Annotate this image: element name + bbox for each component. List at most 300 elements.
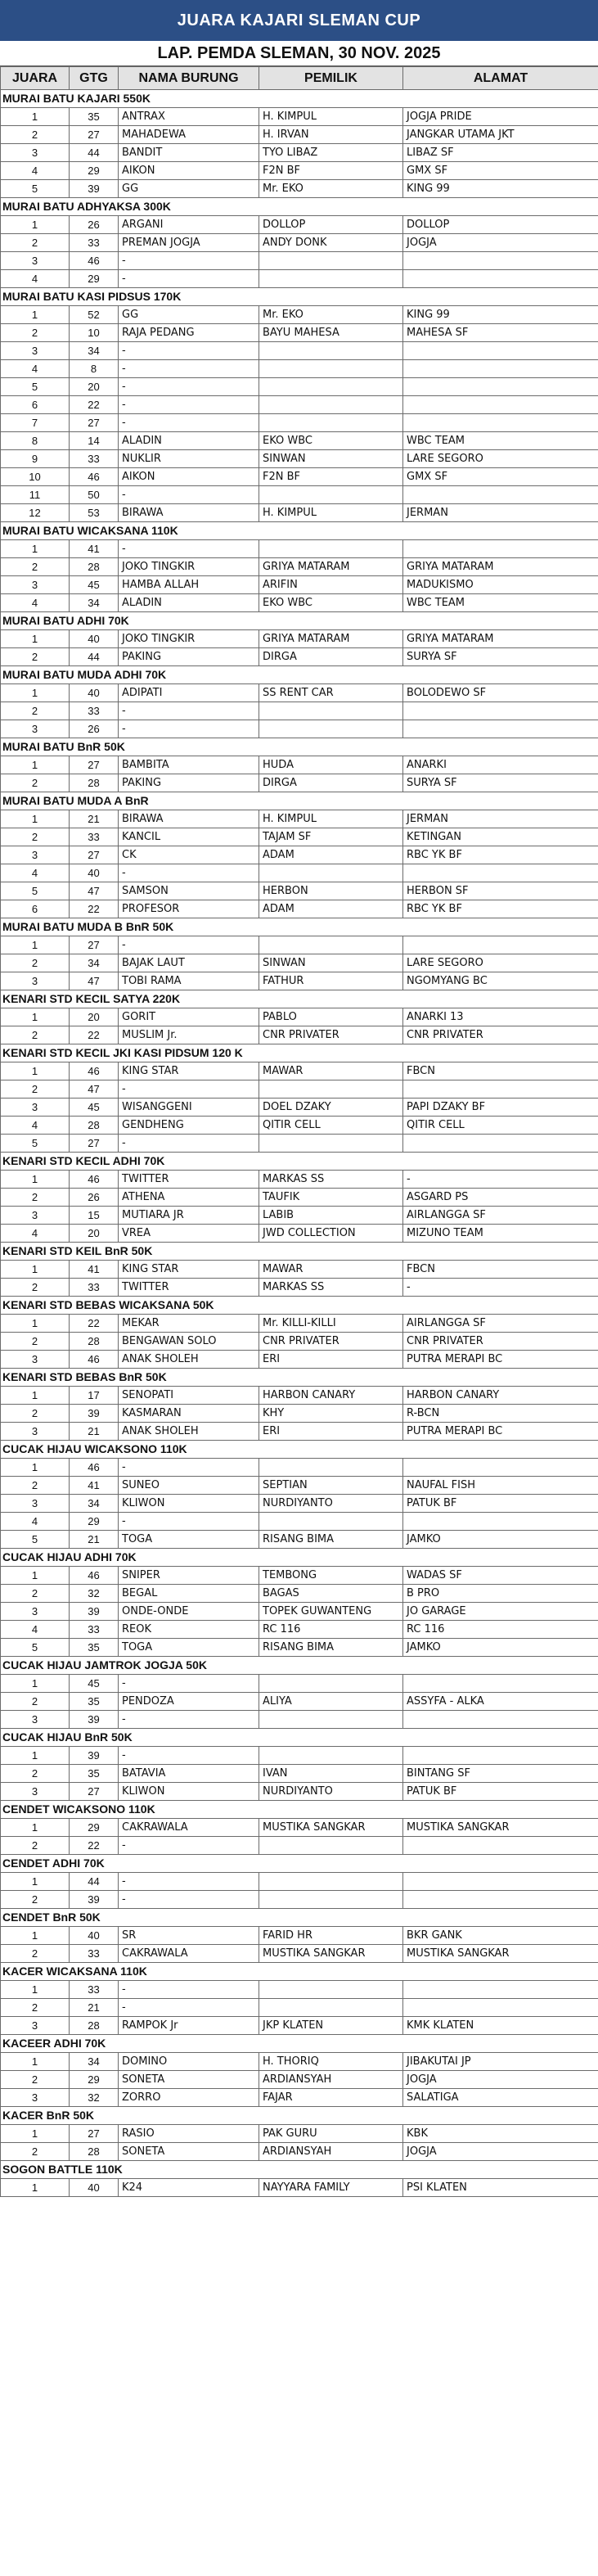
owner-cell: Mr. EKO xyxy=(259,306,403,324)
cage-number-cell: 22 xyxy=(70,900,119,918)
owner-cell: FATHUR xyxy=(259,972,403,990)
cage-number-cell: 46 xyxy=(70,1351,119,1369)
address-cell xyxy=(403,702,598,720)
column-header-juara: JUARA xyxy=(1,67,70,90)
class-title: CENDET WICAKSONO 110K xyxy=(1,1801,598,1819)
owner-cell: Mr. KILLI-KILLI xyxy=(259,1315,403,1333)
table-row xyxy=(1,342,598,360)
rank-cell: 1 xyxy=(1,108,70,126)
owner-cell xyxy=(259,1981,403,1999)
class-title: KENARI STD KECIL JKI KASI PIDSUM 120 K xyxy=(1,1044,598,1062)
address-cell: R-BCN xyxy=(403,1405,598,1423)
address-cell: QITIR CELL xyxy=(403,1117,598,1135)
table-row xyxy=(1,1171,598,1189)
address-cell: JANGKAR UTAMA JKT xyxy=(403,126,598,144)
owner-cell: LABIB xyxy=(259,1207,403,1225)
bird-name-cell: JOKO TINGKIR xyxy=(119,558,259,576)
cage-number-cell: 27 xyxy=(70,846,119,864)
class-header-row xyxy=(1,1369,598,1387)
rank-cell: 1 xyxy=(1,1008,70,1026)
address-cell: BOLODEWO SF xyxy=(403,684,598,702)
table-row xyxy=(1,162,598,180)
bird-name-cell: MUSLIM Jr. xyxy=(119,1026,259,1044)
cage-number-cell: 15 xyxy=(70,1207,119,1225)
table-row xyxy=(1,1495,598,1513)
table-row xyxy=(1,1351,598,1369)
table-row xyxy=(1,774,598,792)
table-row xyxy=(1,1765,598,1783)
rank-cell: 1 xyxy=(1,1062,70,1080)
bird-name-cell: TWITTER xyxy=(119,1279,259,1297)
cage-number-cell: 33 xyxy=(70,1945,119,1963)
cage-number-cell: 27 xyxy=(70,126,119,144)
bird-name-cell: PROFESOR xyxy=(119,900,259,918)
owner-cell: ARDIANSYAH xyxy=(259,2071,403,2089)
bird-name-cell: AIKON xyxy=(119,468,259,486)
bird-name-cell: SAMSON xyxy=(119,882,259,900)
bird-name-cell: PENDOZA xyxy=(119,1693,259,1711)
owner-cell: H. IRVAN xyxy=(259,126,403,144)
class-title: KENARI STD KECIL SATYA 220K xyxy=(1,990,598,1008)
owner-cell xyxy=(259,1837,403,1855)
class-header-row xyxy=(1,1549,598,1567)
rank-cell: 1 xyxy=(1,2125,70,2143)
class-header-row xyxy=(1,288,598,306)
table-row xyxy=(1,1333,598,1351)
bird-name-cell: - xyxy=(119,1675,259,1693)
bird-name-cell: PAKING xyxy=(119,774,259,792)
rank-cell: 1 xyxy=(1,936,70,954)
class-title: KENARI STD BEBAS BnR 50K xyxy=(1,1369,598,1387)
cage-number-cell: 27 xyxy=(70,936,119,954)
class-header-row xyxy=(1,90,598,108)
owner-cell: BAYU MAHESA xyxy=(259,324,403,342)
bird-name-cell: MUTIARA JR xyxy=(119,1207,259,1225)
bird-name-cell: CK xyxy=(119,846,259,864)
class-title: CENDET ADHI 70K xyxy=(1,1855,598,1873)
rank-cell: 2 xyxy=(1,828,70,846)
class-header-row xyxy=(1,738,598,756)
address-cell: PATUK BF xyxy=(403,1495,598,1513)
class-header-row xyxy=(1,1909,598,1927)
table-row xyxy=(1,2125,598,2143)
cage-number-cell: 29 xyxy=(70,1819,119,1837)
rank-cell: 3 xyxy=(1,2017,70,2035)
owner-cell: ERI xyxy=(259,1351,403,1369)
owner-cell xyxy=(259,486,403,504)
owner-cell: H. THORIQ xyxy=(259,2053,403,2071)
bird-name-cell: BIRAWA xyxy=(119,810,259,828)
table-row xyxy=(1,1567,598,1585)
address-cell: KING 99 xyxy=(403,306,598,324)
address-cell: HERBON SF xyxy=(403,882,598,900)
table-row xyxy=(1,630,598,648)
rank-cell: 2 xyxy=(1,558,70,576)
address-cell: WBC TEAM xyxy=(403,594,598,612)
owner-cell xyxy=(259,396,403,414)
table-row xyxy=(1,720,598,738)
table-row xyxy=(1,2089,598,2107)
cage-number-cell: 27 xyxy=(70,1783,119,1801)
bird-name-cell: - xyxy=(119,342,259,360)
class-title: CUCAK HIJAU JAMTROK JOGJA 50K xyxy=(1,1657,598,1675)
table-row xyxy=(1,1675,598,1693)
owner-cell: MAWAR xyxy=(259,1062,403,1080)
class-header-row xyxy=(1,2035,598,2053)
bird-name-cell: - xyxy=(119,486,259,504)
rank-cell: 1 xyxy=(1,1567,70,1585)
rank-cell: 1 xyxy=(1,1819,70,1837)
bird-name-cell: WISANGGENI xyxy=(119,1099,259,1117)
owner-cell: H. KIMPUL xyxy=(259,108,403,126)
address-cell: BKR GANK xyxy=(403,1927,598,1945)
cage-number-cell: 39 xyxy=(70,1603,119,1621)
owner-cell: EKO WBC xyxy=(259,594,403,612)
rank-cell: 2 xyxy=(1,702,70,720)
rank-cell: 1 xyxy=(1,1387,70,1405)
owner-cell: NAYYARA FAMILY xyxy=(259,2179,403,2197)
address-cell: SURYA SF xyxy=(403,774,598,792)
bird-name-cell: TWITTER xyxy=(119,1171,259,1189)
bird-name-cell: - xyxy=(119,1513,259,1531)
bird-name-cell: KLIWON xyxy=(119,1783,259,1801)
cage-number-cell: 27 xyxy=(70,414,119,432)
table-row xyxy=(1,1603,598,1621)
rank-cell: 4 xyxy=(1,1621,70,1639)
bird-name-cell: TOGA xyxy=(119,1531,259,1549)
address-cell xyxy=(403,1981,598,1999)
cage-number-cell: 20 xyxy=(70,378,119,396)
table-row xyxy=(1,378,598,396)
class-title: KACER WICAKSANA 110K xyxy=(1,1963,598,1981)
owner-cell xyxy=(259,1711,403,1729)
address-cell: PSI KLATEN xyxy=(403,2179,598,2197)
rank-cell: 1 xyxy=(1,1261,70,1279)
rank-cell: 5 xyxy=(1,882,70,900)
table-row xyxy=(1,270,598,288)
rank-cell: 12 xyxy=(1,504,70,522)
rank-cell: 2 xyxy=(1,1080,70,1099)
bird-name-cell: - xyxy=(119,378,259,396)
address-cell xyxy=(403,1711,598,1729)
rank-cell: 3 xyxy=(1,1099,70,1117)
cage-number-cell: 33 xyxy=(70,450,119,468)
rank-cell: 2 xyxy=(1,1999,70,2017)
cage-number-cell: 46 xyxy=(70,468,119,486)
address-cell xyxy=(403,1459,598,1477)
table-row xyxy=(1,1891,598,1909)
owner-cell: TEMBONG xyxy=(259,1567,403,1585)
cage-number-cell: 17 xyxy=(70,1387,119,1405)
address-cell: KETINGAN xyxy=(403,828,598,846)
table-row xyxy=(1,1945,598,1963)
bird-name-cell: KLIWON xyxy=(119,1495,259,1513)
owner-cell: RC 116 xyxy=(259,1621,403,1639)
address-cell xyxy=(403,540,598,558)
table-header-row xyxy=(1,67,598,90)
address-cell: JOGJA PRIDE xyxy=(403,108,598,126)
address-cell xyxy=(403,342,598,360)
page-title: JUARA KAJARI SLEMAN CUP xyxy=(0,0,598,41)
address-cell xyxy=(403,1675,598,1693)
table-row xyxy=(1,2071,598,2089)
table-row xyxy=(1,324,598,342)
owner-cell xyxy=(259,1747,403,1765)
column-header-nama-burung: NAMA BURUNG xyxy=(119,67,259,90)
address-cell: HARBON CANARY xyxy=(403,1387,598,1405)
address-cell: ANARKI xyxy=(403,756,598,774)
cage-number-cell: 32 xyxy=(70,1585,119,1603)
rank-cell: 1 xyxy=(1,756,70,774)
owner-cell: HUDA xyxy=(259,756,403,774)
cage-number-cell: 27 xyxy=(70,1135,119,1153)
bird-name-cell: BENGAWAN SOLO xyxy=(119,1333,259,1351)
owner-cell: MUSTIKA SANGKAR xyxy=(259,1819,403,1837)
rank-cell: 1 xyxy=(1,2053,70,2071)
cage-number-cell: 41 xyxy=(70,1261,119,1279)
rank-cell: 6 xyxy=(1,396,70,414)
bird-name-cell: - xyxy=(119,1135,259,1153)
cage-number-cell: 39 xyxy=(70,1891,119,1909)
rank-cell: 1 xyxy=(1,540,70,558)
class-title: KENARI STD BEBAS WICAKSANA 50K xyxy=(1,1297,598,1315)
cage-number-cell: 28 xyxy=(70,774,119,792)
address-cell: GMX SF xyxy=(403,468,598,486)
owner-cell: DIRGA xyxy=(259,774,403,792)
address-cell: JIBAKUTAI JP xyxy=(403,2053,598,2071)
table-row xyxy=(1,126,598,144)
rank-cell: 2 xyxy=(1,1405,70,1423)
rank-cell: 1 xyxy=(1,1675,70,1693)
bird-name-cell: - xyxy=(119,414,259,432)
rank-cell: 1 xyxy=(1,216,70,234)
rank-cell: 3 xyxy=(1,576,70,594)
class-title: CUCAK HIJAU WICAKSONO 110K xyxy=(1,1441,598,1459)
cage-number-cell: 8 xyxy=(70,360,119,378)
owner-cell: ARDIANSYAH xyxy=(259,2143,403,2161)
bird-name-cell: - xyxy=(119,1459,259,1477)
owner-cell: JKP KLATEN xyxy=(259,2017,403,2035)
owner-cell xyxy=(259,414,403,432)
table-row xyxy=(1,1873,598,1891)
bird-name-cell: ONDE-ONDE xyxy=(119,1603,259,1621)
cage-number-cell: 45 xyxy=(70,1675,119,1693)
owner-cell: FARID HR xyxy=(259,1927,403,1945)
table-row xyxy=(1,954,598,972)
table-row xyxy=(1,1999,598,2017)
cage-number-cell: 34 xyxy=(70,594,119,612)
address-cell: MIZUNO TEAM xyxy=(403,1225,598,1243)
bird-name-cell: ANAK SHOLEH xyxy=(119,1423,259,1441)
owner-cell: SEPTIAN xyxy=(259,1477,403,1495)
bird-name-cell: - xyxy=(119,1837,259,1855)
table-row xyxy=(1,1405,598,1423)
cage-number-cell: 46 xyxy=(70,252,119,270)
rank-cell: 4 xyxy=(1,270,70,288)
class-title: CUCAK HIJAU BnR 50K xyxy=(1,1729,598,1747)
table-row xyxy=(1,1423,598,1441)
rank-cell: 4 xyxy=(1,360,70,378)
rank-cell: 2 xyxy=(1,1585,70,1603)
rank-cell: 3 xyxy=(1,1423,70,1441)
cage-number-cell: 47 xyxy=(70,1080,119,1099)
cage-number-cell: 39 xyxy=(70,1711,119,1729)
bird-name-cell: BANDIT xyxy=(119,144,259,162)
table-row xyxy=(1,1099,598,1117)
table-row xyxy=(1,1711,598,1729)
cage-number-cell: 22 xyxy=(70,1026,119,1044)
bird-name-cell: BATAVIA xyxy=(119,1765,259,1783)
table-row xyxy=(1,1387,598,1405)
address-cell xyxy=(403,252,598,270)
owner-cell: H. KIMPUL xyxy=(259,504,403,522)
bird-name-cell: BAJAK LAUT xyxy=(119,954,259,972)
address-cell: KMK KLATEN xyxy=(403,2017,598,2035)
rank-cell: 3 xyxy=(1,1603,70,1621)
cage-number-cell: 20 xyxy=(70,1225,119,1243)
cage-number-cell: 39 xyxy=(70,180,119,198)
cage-number-cell: 14 xyxy=(70,432,119,450)
cage-number-cell: 28 xyxy=(70,2017,119,2035)
bird-name-cell: KANCIL xyxy=(119,828,259,846)
class-header-row xyxy=(1,1963,598,1981)
table-row xyxy=(1,180,598,198)
owner-cell: PAK GURU xyxy=(259,2125,403,2143)
table-row xyxy=(1,882,598,900)
bird-name-cell: SENOPATI xyxy=(119,1387,259,1405)
owner-cell: EKO WBC xyxy=(259,432,403,450)
owner-cell: HERBON xyxy=(259,882,403,900)
owner-cell xyxy=(259,1999,403,2017)
owner-cell xyxy=(259,864,403,882)
cage-number-cell: 41 xyxy=(70,1477,119,1495)
owner-cell: ERI xyxy=(259,1423,403,1441)
table-row xyxy=(1,936,598,954)
cage-number-cell: 39 xyxy=(70,1405,119,1423)
address-cell: AIRLANGGA SF xyxy=(403,1315,598,1333)
class-header-row xyxy=(1,522,598,540)
cage-number-cell: 21 xyxy=(70,1999,119,2017)
bird-name-cell: ANAK SHOLEH xyxy=(119,1351,259,1369)
owner-cell xyxy=(259,936,403,954)
owner-cell: MAWAR xyxy=(259,1261,403,1279)
address-cell: MUSTIKA SANGKAR xyxy=(403,1945,598,1963)
cage-number-cell: 33 xyxy=(70,234,119,252)
bird-name-cell: GORIT xyxy=(119,1008,259,1026)
owner-cell: NURDIYANTO xyxy=(259,1783,403,1801)
address-cell xyxy=(403,486,598,504)
rank-cell: 11 xyxy=(1,486,70,504)
table-row xyxy=(1,468,598,486)
address-cell: KING 99 xyxy=(403,180,598,198)
bird-name-cell: ZORRO xyxy=(119,2089,259,2107)
address-cell: LIBAZ SF xyxy=(403,144,598,162)
cage-number-cell: 46 xyxy=(70,1062,119,1080)
bird-name-cell: - xyxy=(119,252,259,270)
rank-cell: 2 xyxy=(1,234,70,252)
class-header-row xyxy=(1,918,598,936)
class-title: KACEER ADHI 70K xyxy=(1,2035,598,2053)
table-row xyxy=(1,1837,598,1855)
address-cell xyxy=(403,1891,598,1909)
table-row xyxy=(1,900,598,918)
cage-number-cell: 33 xyxy=(70,828,119,846)
owner-cell: HARBON CANARY xyxy=(259,1387,403,1405)
table-row xyxy=(1,594,598,612)
table-row xyxy=(1,2053,598,2071)
cage-number-cell: 46 xyxy=(70,1171,119,1189)
bird-name-cell: KING STAR xyxy=(119,1062,259,1080)
bird-name-cell: SONETA xyxy=(119,2143,259,2161)
rank-cell: 3 xyxy=(1,720,70,738)
class-header-row xyxy=(1,2161,598,2179)
cage-number-cell: 28 xyxy=(70,1333,119,1351)
cage-number-cell: 50 xyxy=(70,486,119,504)
table-row xyxy=(1,504,598,522)
table-row xyxy=(1,1117,598,1135)
address-cell: NAUFAL FISH xyxy=(403,1477,598,1495)
table-row xyxy=(1,2017,598,2035)
table-row xyxy=(1,1621,598,1639)
cage-number-cell: 21 xyxy=(70,1423,119,1441)
address-cell: RBC YK BF xyxy=(403,900,598,918)
address-cell: MADUKISMO xyxy=(403,576,598,594)
bird-name-cell: - xyxy=(119,1711,259,1729)
class-header-row xyxy=(1,198,598,216)
class-header-row xyxy=(1,1044,598,1062)
table-row xyxy=(1,1783,598,1801)
bird-name-cell: ATHENA xyxy=(119,1189,259,1207)
bird-name-cell: ADIPATI xyxy=(119,684,259,702)
cage-number-cell: 44 xyxy=(70,648,119,666)
table-row xyxy=(1,1981,598,1999)
bird-name-cell: PREMAN JOGJA xyxy=(119,234,259,252)
address-cell xyxy=(403,936,598,954)
table-row xyxy=(1,1927,598,1945)
cage-number-cell: 41 xyxy=(70,540,119,558)
bird-name-cell: GG xyxy=(119,180,259,198)
cage-number-cell: 34 xyxy=(70,2053,119,2071)
bird-name-cell: - xyxy=(119,360,259,378)
class-header-row xyxy=(1,1297,598,1315)
rank-cell: 2 xyxy=(1,324,70,342)
rank-cell: 2 xyxy=(1,1026,70,1044)
table-row xyxy=(1,702,598,720)
rank-cell: 1 xyxy=(1,630,70,648)
address-cell: LARE SEGORO xyxy=(403,450,598,468)
bird-name-cell: SUNEO xyxy=(119,1477,259,1495)
owner-cell: FAJAR xyxy=(259,2089,403,2107)
bird-name-cell: AIKON xyxy=(119,162,259,180)
cage-number-cell: 44 xyxy=(70,1873,119,1891)
owner-cell xyxy=(259,1135,403,1153)
bird-name-cell: REOK xyxy=(119,1621,259,1639)
bird-name-cell: GENDHENG xyxy=(119,1117,259,1135)
cage-number-cell: 40 xyxy=(70,2179,119,2197)
owner-cell xyxy=(259,1513,403,1531)
bird-name-cell: NUKLIR xyxy=(119,450,259,468)
bird-name-cell: RASIO xyxy=(119,2125,259,2143)
owner-cell: MARKAS SS xyxy=(259,1279,403,1297)
class-title: MURAI BATU MUDA A BnR xyxy=(1,792,598,810)
address-cell: MAHESA SF xyxy=(403,324,598,342)
table-row xyxy=(1,1819,598,1837)
owner-cell xyxy=(259,1873,403,1891)
owner-cell: GRIYA MATARAM xyxy=(259,630,403,648)
cage-number-cell: 53 xyxy=(70,504,119,522)
bird-name-cell: - xyxy=(119,720,259,738)
address-cell: WBC TEAM xyxy=(403,432,598,450)
